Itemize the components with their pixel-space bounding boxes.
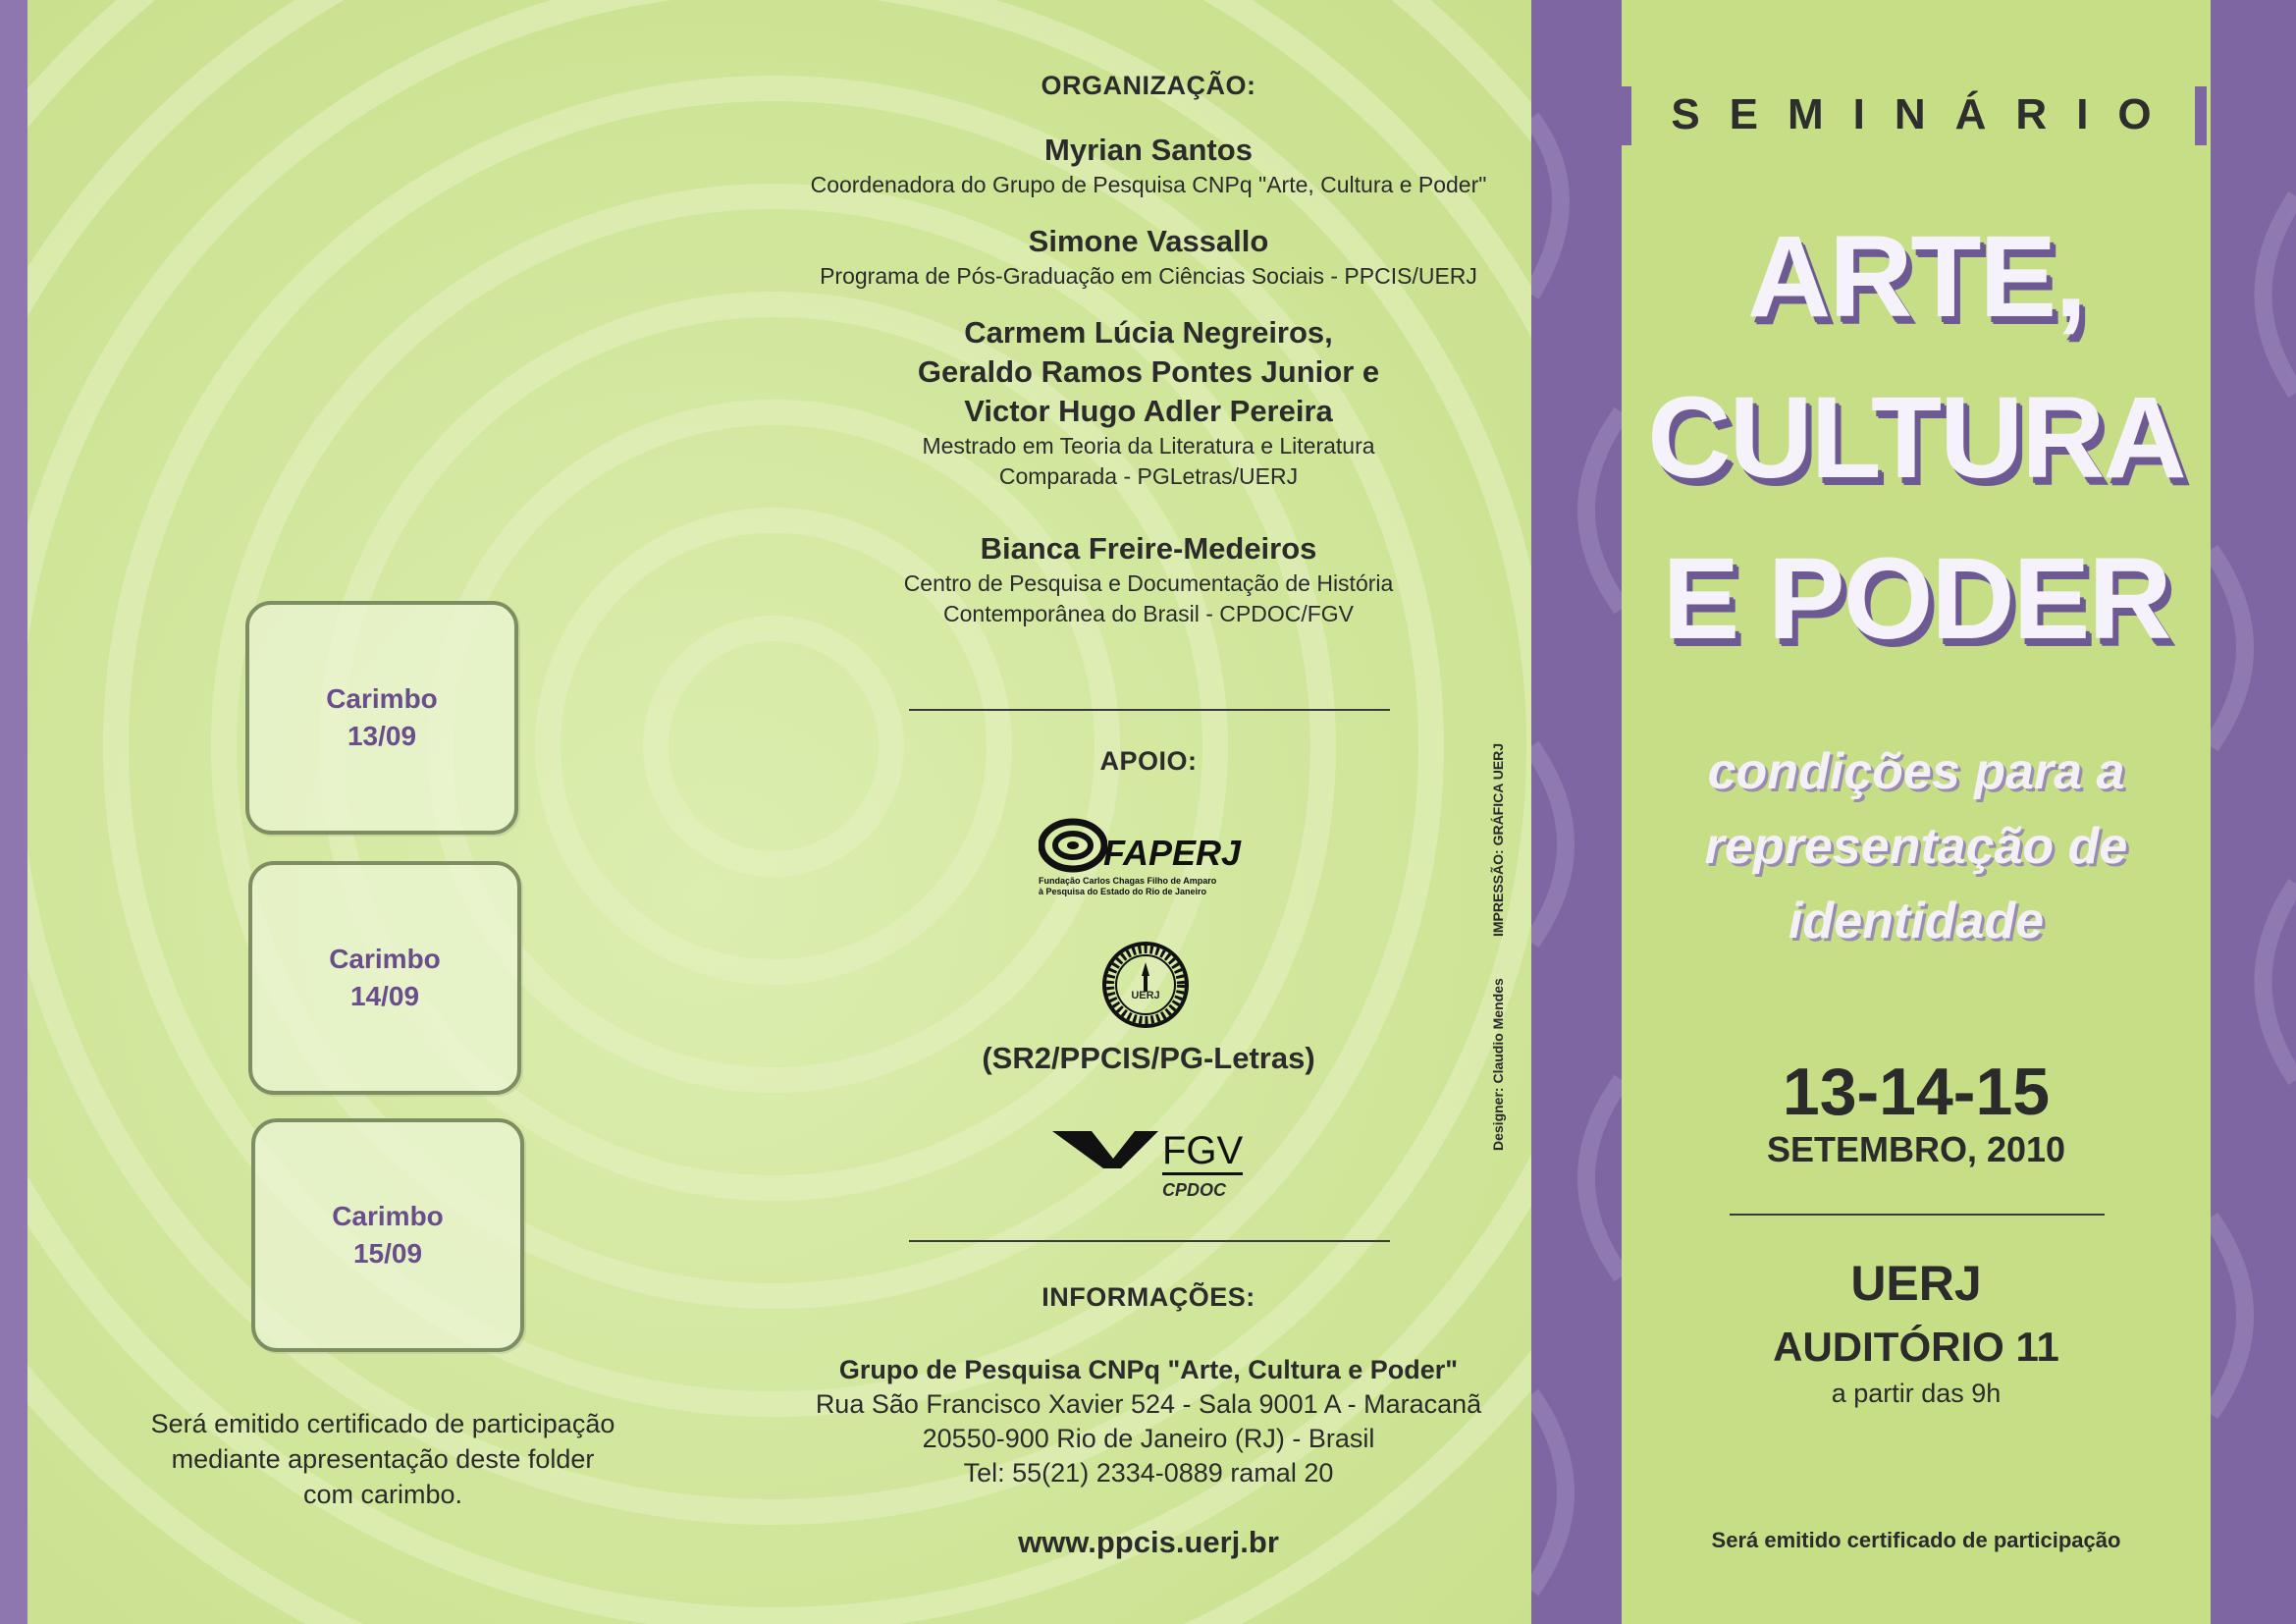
stamp-label: Carimbo [326,683,438,714]
stamp-date: 15/09 [352,1238,423,1269]
band-pattern [2211,0,2296,1624]
faperj-emblem-icon [1039,811,1107,880]
event-venue: UERJ [1850,1256,1982,1311]
divider [909,709,1390,711]
info-line: Grupo de Pesquisa CNPq "Arte, Cultura e Poder" [838,1355,1459,1384]
faperj-wordmark: FAPERJ [1103,833,1242,873]
title-line: E PODER [1662,534,2170,664]
info-line: Rua São Francisco Xavier 524 - Sala 9001 A - Maracanã [815,1389,1482,1419]
faperj-subtitle-line: à Pesquisa do Estado do Rio de Janeiro [1039,887,1207,896]
certificate-note [88,1406,677,1512]
uerj-units: (SR2/PPCIS/PG-Letras) [982,1041,1315,1075]
stamp-label: Carimbo [329,944,441,974]
uerj-seal-text: UERJ [1131,990,1160,1001]
stamp-box-1 [245,601,518,835]
organizer-name: Myrian Santos [1044,133,1253,167]
info-line: 20550-900 Rio de Janeiro (RJ) - Brasil [922,1424,1375,1453]
organizer-affiliation: Centro de Pesquisa e Documentação de História [903,570,1394,596]
organizer-affiliation: Contemporânea do Brasil - CPDOC/FGV [943,601,1354,626]
organizer-block [785,222,1512,292]
organizer-block [785,529,1512,629]
certificate-line: mediante apresentação deste folder [171,1444,595,1474]
faperj-subtitle [1039,876,1264,897]
info-block [785,1353,1512,1490]
middle-purple-band [1531,0,1622,1624]
certificate-line: Será emitido certificado de participação [150,1409,615,1438]
faperj-subtitle-line: Fundação Carlos Chagas Filho de Amparo [1039,876,1217,886]
divider [1730,1214,2105,1216]
organizer-name: Bianca Freire-Medeiros [980,531,1317,566]
support-header: APOIO: [1099,746,1198,776]
organizer-name: Simone Vassallo [1028,224,1269,258]
website-link[interactable]: www.ppcis.uerj.br [1018,1525,1279,1559]
organization-header: ORGANIZAÇÃO: [1041,71,1256,100]
organizer-block [785,131,1512,200]
fgv-emblem-icon [1052,1131,1160,1170]
organizer-affiliation: Mestrado em Teoria da Literatura e Literatura [922,433,1375,459]
fgv-logo [1052,1129,1249,1204]
uerj-seal [1101,941,1190,1029]
print-credit: IMPRESSÃO: GRÁFICA UERJ [1490,742,1506,937]
stamp-box-3 [251,1118,524,1352]
divider [909,1240,1390,1242]
event-month-year: SETEMBRO, 2010 [1766,1129,2066,1169]
right-purple-band [2211,0,2296,1624]
stamp-date: 14/09 [349,981,420,1011]
subtitle-line: condições para a [1707,743,2125,800]
subtitle-line: representação de [1704,818,2128,875]
event-room: AUDITÓRIO 11 [1773,1324,2059,1370]
stamp-date: 13/09 [347,721,417,751]
seminar-kicker: SEMINÁRIO [1671,90,2181,138]
kicker-bar-left [1622,86,1631,145]
info-header: INFORMAÇÕES: [1041,1282,1255,1312]
designer-credit: Designer: Claudio Mendes [1490,978,1506,1151]
stamp-label: Carimbo [332,1201,444,1231]
info-line: Tel: 55(21) 2334-0889 ramal 20 [963,1458,1334,1488]
cover-certificate-note: Será emitido certificado de participação [1711,1528,2121,1552]
organizer-block [785,313,1512,492]
seminar-title [1622,212,2211,664]
event-dates: 13-14-15 [1782,1055,2051,1129]
certificate-line: com carimbo. [302,1480,463,1509]
fgv-wordmark: FGV [1162,1129,1243,1175]
fgv-subtitle: CPDOC [1162,1180,1227,1200]
organizer-affiliation: Programa de Pós-Graduação em Ciências Sociais - PPCIS/UERJ [820,263,1477,289]
uerj-seal-icon [1101,941,1190,1029]
organizer-name: Carmem Lúcia Negreiros, [964,315,1333,350]
subtitle-line: identidade [1788,893,2045,949]
organizer-name: Victor Hugo Adler Pereira [964,394,1333,428]
organizer-affiliation: Comparada - PGLetras/UERJ [998,463,1299,489]
title-line: CULTURA [1647,373,2185,503]
stamp-box-2 [248,861,521,1095]
organizer-affiliation: Coordenadora do Grupo de Pesquisa CNPq "Arte, Cultura e Poder" [810,172,1487,197]
left-purple-edge [0,0,27,1624]
organizer-name: Geraldo Ramos Pontes Junior e [917,354,1380,389]
event-time: a partir das 9h [1831,1379,2002,1408]
title-line: ARTE, [1747,212,2085,342]
organization-section [785,71,1512,629]
faperj-logo [1039,811,1264,899]
band-pattern [1531,0,1622,1624]
seminar-subtitle [1622,734,2211,958]
